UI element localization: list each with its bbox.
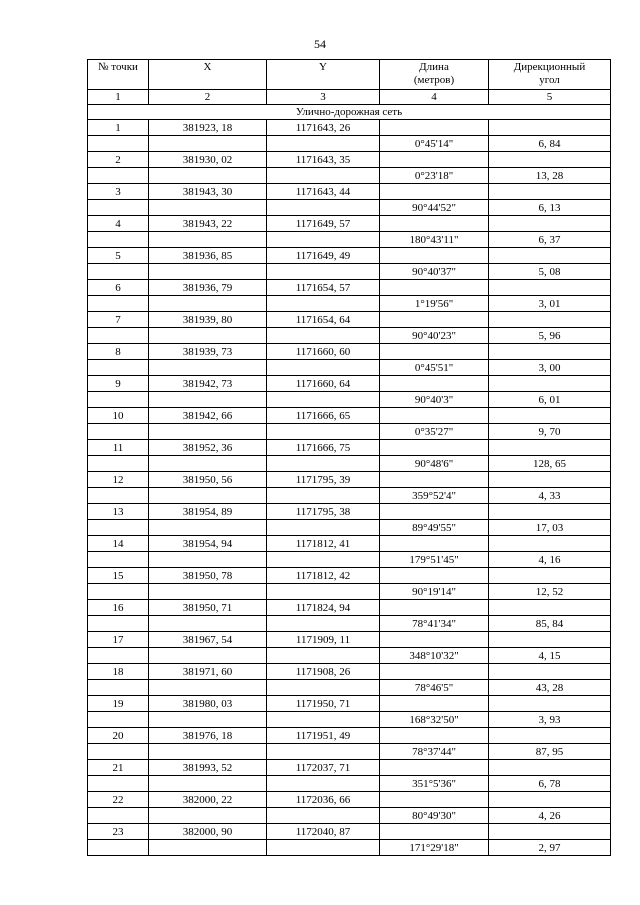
empty-cell	[267, 232, 380, 248]
segment-row	[88, 456, 611, 472]
segment-row	[88, 520, 611, 536]
point-y: 1171812, 42	[267, 568, 380, 584]
empty-cell	[267, 136, 380, 152]
empty-cell	[88, 296, 149, 312]
empty-cell	[267, 776, 380, 792]
point-y: 1171654, 57	[267, 280, 380, 296]
segment-length: 90°40'37"	[380, 264, 489, 280]
header-x: X	[149, 60, 267, 90]
empty-cell	[88, 808, 149, 824]
empty-cell	[267, 168, 380, 184]
segment-row	[88, 136, 611, 152]
segment-row	[88, 712, 611, 728]
empty-cell	[380, 120, 489, 136]
point-number: 14	[88, 536, 149, 552]
segment-angle: 128, 65	[489, 456, 611, 472]
empty-cell	[380, 344, 489, 360]
empty-cell	[267, 584, 380, 600]
point-y: 1172036, 66	[267, 792, 380, 808]
point-row	[88, 792, 611, 808]
empty-cell	[489, 632, 611, 648]
point-row	[88, 472, 611, 488]
empty-cell	[88, 776, 149, 792]
empty-cell	[267, 840, 380, 856]
empty-cell	[149, 264, 267, 280]
segment-length: 80°49'30"	[380, 808, 489, 824]
point-number: 13	[88, 504, 149, 520]
point-y: 1171649, 49	[267, 248, 380, 264]
point-x: 381936, 79	[149, 280, 267, 296]
point-x: 381980, 03	[149, 696, 267, 712]
segment-length: 359°52'4"	[380, 488, 489, 504]
segment-row	[88, 648, 611, 664]
point-number: 2	[88, 152, 149, 168]
empty-cell	[380, 664, 489, 680]
point-y: 1171643, 35	[267, 152, 380, 168]
empty-cell	[267, 520, 380, 536]
empty-cell	[489, 792, 611, 808]
empty-cell	[489, 216, 611, 232]
segment-length: 0°35'27"	[380, 424, 489, 440]
empty-cell	[88, 456, 149, 472]
empty-cell	[149, 168, 267, 184]
empty-cell	[267, 616, 380, 632]
point-y: 1171824, 94	[267, 600, 380, 616]
point-number: 10	[88, 408, 149, 424]
empty-cell	[149, 488, 267, 504]
segment-row	[88, 488, 611, 504]
segment-length: 90°19'14"	[380, 584, 489, 600]
header-point-number: № точки	[88, 60, 149, 90]
point-row	[88, 184, 611, 200]
segment-angle: 43, 28	[489, 680, 611, 696]
empty-cell	[380, 568, 489, 584]
point-number: 22	[88, 792, 149, 808]
segment-length: 90°40'23"	[380, 328, 489, 344]
point-x: 381942, 66	[149, 408, 267, 424]
point-x: 381993, 52	[149, 760, 267, 776]
point-number: 17	[88, 632, 149, 648]
empty-cell	[267, 648, 380, 664]
segment-length: 78°46'5"	[380, 680, 489, 696]
point-row	[88, 696, 611, 712]
empty-cell	[380, 280, 489, 296]
segment-angle: 3, 00	[489, 360, 611, 376]
empty-cell	[149, 680, 267, 696]
empty-cell	[149, 392, 267, 408]
empty-cell	[380, 536, 489, 552]
segment-angle: 6, 01	[489, 392, 611, 408]
empty-cell	[380, 760, 489, 776]
segment-length: 0°23'18"	[380, 168, 489, 184]
point-y: 1171643, 44	[267, 184, 380, 200]
segment-row	[88, 328, 611, 344]
segment-row	[88, 744, 611, 760]
empty-cell	[88, 136, 149, 152]
segment-angle: 17, 03	[489, 520, 611, 536]
empty-cell	[88, 264, 149, 280]
point-row	[88, 600, 611, 616]
empty-cell	[489, 568, 611, 584]
segment-length: 180°43'11"	[380, 232, 489, 248]
column-number: 2	[149, 90, 267, 105]
empty-cell	[88, 200, 149, 216]
empty-cell	[88, 360, 149, 376]
empty-cell	[380, 312, 489, 328]
column-number-row	[88, 90, 611, 105]
segment-row	[88, 584, 611, 600]
point-x: 381923, 18	[149, 120, 267, 136]
empty-cell	[149, 808, 267, 824]
empty-cell	[88, 392, 149, 408]
empty-cell	[88, 744, 149, 760]
header-length: Длина (метров)	[380, 60, 489, 90]
empty-cell	[149, 296, 267, 312]
empty-cell	[380, 728, 489, 744]
empty-cell	[88, 488, 149, 504]
point-x: 381954, 94	[149, 536, 267, 552]
header-row	[88, 60, 611, 90]
segment-row	[88, 232, 611, 248]
point-row	[88, 664, 611, 680]
point-y: 1171666, 65	[267, 408, 380, 424]
header-y: Y	[267, 60, 380, 90]
point-x: 381976, 18	[149, 728, 267, 744]
empty-cell	[380, 184, 489, 200]
segment-row	[88, 424, 611, 440]
point-row	[88, 536, 611, 552]
empty-cell	[267, 456, 380, 472]
segment-angle: 5, 96	[489, 328, 611, 344]
empty-cell	[88, 328, 149, 344]
empty-cell	[149, 584, 267, 600]
point-number: 11	[88, 440, 149, 456]
segment-length: 168°32'50"	[380, 712, 489, 728]
point-x: 381930, 02	[149, 152, 267, 168]
empty-cell	[88, 840, 149, 856]
empty-cell	[267, 808, 380, 824]
point-y: 1171951, 49	[267, 728, 380, 744]
segment-length: 90°44'52"	[380, 200, 489, 216]
empty-cell	[489, 312, 611, 328]
segment-length: 348°10'32"	[380, 648, 489, 664]
empty-cell	[149, 552, 267, 568]
empty-cell	[149, 776, 267, 792]
empty-cell	[149, 456, 267, 472]
empty-cell	[267, 424, 380, 440]
point-row	[88, 312, 611, 328]
segment-row	[88, 360, 611, 376]
segment-length: 90°48'6"	[380, 456, 489, 472]
empty-cell	[267, 680, 380, 696]
section-row	[88, 105, 611, 120]
column-number: 3	[267, 90, 380, 105]
point-row	[88, 728, 611, 744]
empty-cell	[88, 648, 149, 664]
point-y: 1171795, 38	[267, 504, 380, 520]
empty-cell	[88, 424, 149, 440]
segment-row	[88, 296, 611, 312]
segment-row	[88, 776, 611, 792]
empty-cell	[88, 552, 149, 568]
point-number: 1	[88, 120, 149, 136]
empty-cell	[88, 712, 149, 728]
empty-cell	[88, 680, 149, 696]
empty-cell	[149, 712, 267, 728]
segment-angle: 6, 78	[489, 776, 611, 792]
point-x: 381942, 73	[149, 376, 267, 392]
point-number: 9	[88, 376, 149, 392]
empty-cell	[267, 392, 380, 408]
point-row	[88, 440, 611, 456]
empty-cell	[489, 184, 611, 200]
point-row	[88, 824, 611, 840]
empty-cell	[267, 264, 380, 280]
segment-angle: 6, 84	[489, 136, 611, 152]
empty-cell	[380, 504, 489, 520]
empty-cell	[380, 216, 489, 232]
point-y: 1171643, 26	[267, 120, 380, 136]
point-row	[88, 504, 611, 520]
empty-cell	[489, 728, 611, 744]
point-row	[88, 152, 611, 168]
segment-angle: 4, 26	[489, 808, 611, 824]
point-row	[88, 376, 611, 392]
point-y: 1171660, 60	[267, 344, 380, 360]
empty-cell	[380, 472, 489, 488]
empty-cell	[267, 200, 380, 216]
segment-row	[88, 552, 611, 568]
segment-length: 90°40'3"	[380, 392, 489, 408]
point-x: 382000, 90	[149, 824, 267, 840]
point-x: 381971, 60	[149, 664, 267, 680]
point-number: 15	[88, 568, 149, 584]
empty-cell	[380, 600, 489, 616]
header-direction-angle: Дирекционный угол	[489, 60, 611, 90]
segment-row	[88, 808, 611, 824]
point-y: 1171649, 57	[267, 216, 380, 232]
point-number: 23	[88, 824, 149, 840]
segment-row	[88, 680, 611, 696]
empty-cell	[267, 712, 380, 728]
point-number: 7	[88, 312, 149, 328]
empty-cell	[489, 152, 611, 168]
empty-cell	[489, 760, 611, 776]
empty-cell	[380, 248, 489, 264]
empty-cell	[149, 360, 267, 376]
segment-angle: 2, 97	[489, 840, 611, 856]
empty-cell	[489, 280, 611, 296]
point-x: 381939, 73	[149, 344, 267, 360]
point-row	[88, 248, 611, 264]
empty-cell	[489, 376, 611, 392]
point-number: 3	[88, 184, 149, 200]
point-number: 16	[88, 600, 149, 616]
point-x: 381952, 36	[149, 440, 267, 456]
coordinates-table	[87, 59, 611, 856]
empty-cell	[380, 376, 489, 392]
empty-cell	[380, 696, 489, 712]
empty-cell	[149, 840, 267, 856]
segment-length: 0°45'51"	[380, 360, 489, 376]
segment-angle: 12, 52	[489, 584, 611, 600]
empty-cell	[380, 632, 489, 648]
page-number: 54	[314, 37, 326, 51]
point-number: 21	[88, 760, 149, 776]
point-row	[88, 632, 611, 648]
empty-cell	[267, 328, 380, 344]
empty-cell	[149, 648, 267, 664]
point-y: 1171666, 75	[267, 440, 380, 456]
empty-cell	[380, 824, 489, 840]
point-row	[88, 344, 611, 360]
segment-length: 171°29'18"	[380, 840, 489, 856]
segment-angle: 6, 37	[489, 232, 611, 248]
segment-angle: 4, 15	[489, 648, 611, 664]
empty-cell	[489, 696, 611, 712]
point-number: 5	[88, 248, 149, 264]
point-number: 12	[88, 472, 149, 488]
point-number: 19	[88, 696, 149, 712]
column-number: 5	[489, 90, 611, 105]
empty-cell	[88, 168, 149, 184]
empty-cell	[267, 360, 380, 376]
point-row	[88, 120, 611, 136]
segment-angle: 3, 93	[489, 712, 611, 728]
empty-cell	[149, 424, 267, 440]
empty-cell	[380, 792, 489, 808]
segment-angle: 5, 08	[489, 264, 611, 280]
segment-length: 78°37'44"	[380, 744, 489, 760]
empty-cell	[149, 744, 267, 760]
empty-cell	[489, 344, 611, 360]
segment-row	[88, 392, 611, 408]
empty-cell	[88, 584, 149, 600]
segment-length: 0°45'14"	[380, 136, 489, 152]
segment-angle: 87, 95	[489, 744, 611, 760]
empty-cell	[489, 248, 611, 264]
segment-length: 351°5'36"	[380, 776, 489, 792]
point-x: 381939, 80	[149, 312, 267, 328]
empty-cell	[267, 296, 380, 312]
point-row	[88, 568, 611, 584]
segment-length: 78°41'34"	[380, 616, 489, 632]
point-number: 6	[88, 280, 149, 296]
empty-cell	[489, 440, 611, 456]
point-y: 1172037, 71	[267, 760, 380, 776]
empty-cell	[88, 232, 149, 248]
empty-cell	[380, 152, 489, 168]
empty-cell	[489, 536, 611, 552]
point-y: 1171795, 39	[267, 472, 380, 488]
point-number: 18	[88, 664, 149, 680]
point-row	[88, 280, 611, 296]
point-x: 381950, 71	[149, 600, 267, 616]
empty-cell	[88, 520, 149, 536]
empty-cell	[149, 328, 267, 344]
segment-row	[88, 264, 611, 280]
segment-row	[88, 168, 611, 184]
column-number: 1	[88, 90, 149, 105]
segment-angle: 9, 70	[489, 424, 611, 440]
empty-cell	[88, 616, 149, 632]
empty-cell	[149, 232, 267, 248]
empty-cell	[267, 744, 380, 760]
empty-cell	[489, 472, 611, 488]
point-y: 1171812, 41	[267, 536, 380, 552]
empty-cell	[267, 552, 380, 568]
point-x: 382000, 22	[149, 792, 267, 808]
point-number: 4	[88, 216, 149, 232]
segment-row	[88, 840, 611, 856]
point-y: 1171950, 71	[267, 696, 380, 712]
point-x: 381943, 22	[149, 216, 267, 232]
empty-cell	[489, 600, 611, 616]
point-row	[88, 760, 611, 776]
segment-row	[88, 616, 611, 632]
segment-length: 1°19'56"	[380, 296, 489, 312]
empty-cell	[149, 520, 267, 536]
point-x: 381936, 85	[149, 248, 267, 264]
point-number: 20	[88, 728, 149, 744]
point-x: 381967, 54	[149, 632, 267, 648]
segment-angle: 13, 28	[489, 168, 611, 184]
point-number: 8	[88, 344, 149, 360]
point-x: 381950, 78	[149, 568, 267, 584]
column-number: 4	[380, 90, 489, 105]
empty-cell	[149, 200, 267, 216]
empty-cell	[489, 120, 611, 136]
segment-angle: 4, 33	[489, 488, 611, 504]
segment-angle: 6, 13	[489, 200, 611, 216]
empty-cell	[380, 440, 489, 456]
point-y: 1172040, 87	[267, 824, 380, 840]
point-row	[88, 216, 611, 232]
segment-angle: 4, 16	[489, 552, 611, 568]
segment-angle: 3, 01	[489, 296, 611, 312]
segment-angle: 85, 84	[489, 616, 611, 632]
point-y: 1171908, 26	[267, 664, 380, 680]
empty-cell	[489, 408, 611, 424]
empty-cell	[489, 504, 611, 520]
segment-length: 89°49'55"	[380, 520, 489, 536]
empty-cell	[149, 136, 267, 152]
point-x: 381943, 30	[149, 184, 267, 200]
empty-cell	[489, 824, 611, 840]
empty-cell	[489, 664, 611, 680]
point-x: 381950, 56	[149, 472, 267, 488]
section-title: Улично-дорожная сеть	[88, 105, 611, 120]
point-y: 1171660, 64	[267, 376, 380, 392]
point-y: 1171654, 64	[267, 312, 380, 328]
point-y: 1171909, 11	[267, 632, 380, 648]
segment-length: 179°51'45"	[380, 552, 489, 568]
empty-cell	[267, 488, 380, 504]
segment-row	[88, 200, 611, 216]
point-x: 381954, 89	[149, 504, 267, 520]
point-row	[88, 408, 611, 424]
empty-cell	[149, 616, 267, 632]
empty-cell	[380, 408, 489, 424]
